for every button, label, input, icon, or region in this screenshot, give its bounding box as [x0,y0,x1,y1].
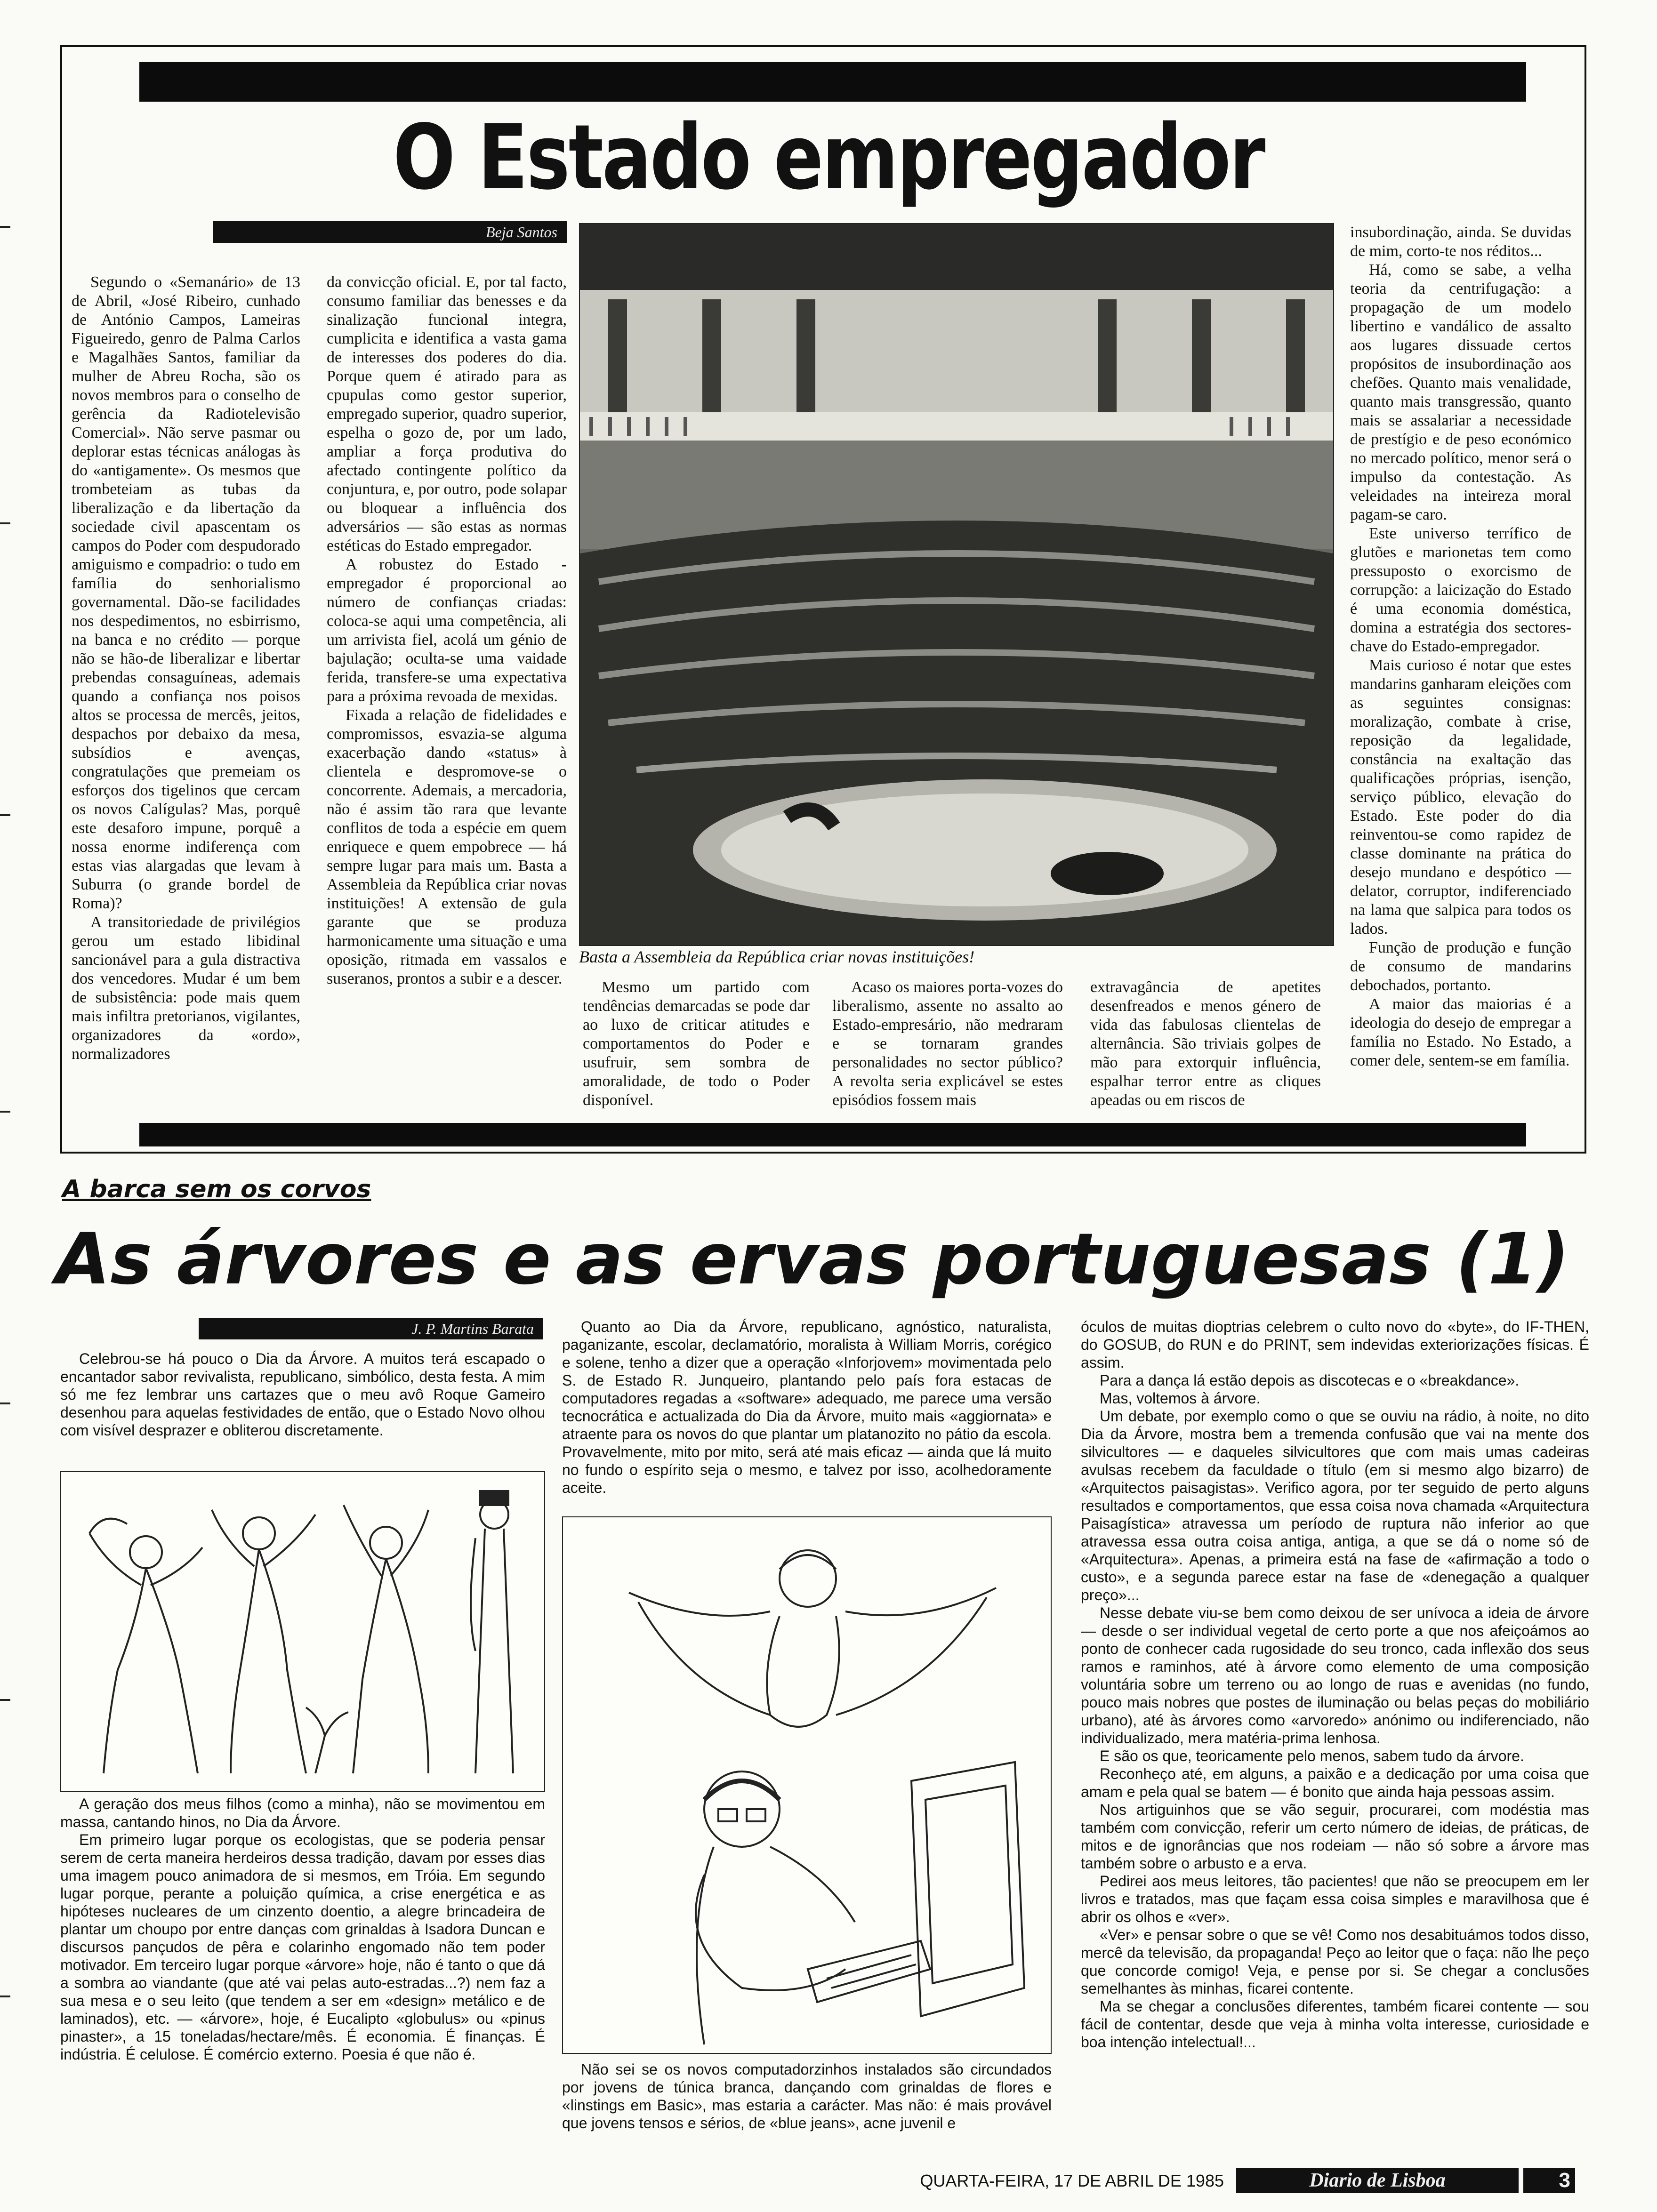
paragraph: Para a dança lá estão depois as discotecas e o «breakdance». [1100,1372,1520,1389]
paragraph: Nesse debate viu-se bem como deixou de ser unívoca a ideia de árvore — desde o ser individual vegetal de certo porte a que nos afeiçoámos ao ponto de conhecer cada rugosidade do seu tronco, cada inflexão dos seus ramos e raminhos, até à árvore como elemento de uma composição voluntária sobre um terreno ou ao longo de ruas e avenidas (no fundo, pouco mais nobres que postes de iluminação ou belas peças do mobiliário urbano), até às árvores como «arvoredo» anónimo ou indiferenciado, não individualizado, mera matéria-prima lenhosa. [1081,1604,1589,1747]
dancers-drawing [61,1472,544,1791]
article-headline-arvores: As árvores e as ervas portuguesas (1) [56,1218,1569,1300]
margin-tick [0,522,10,524]
paragraph: Reconheço até, em alguns, a paixão e a dedicação por uma coisa que amam e pela qual se batem — é bonito que ainda haja pessoas assim. [1081,1765,1589,1800]
margin-tick [0,1111,10,1113]
paragraph: insubordinação, ainda. Se duvidas de mim, corto-te nos réditos... [1350,224,1571,260]
article-byline: Beja Santos [213,221,567,243]
paragraph: Mas, voltemos à árvore. [1100,1390,1261,1407]
paragraph: Fixada a relação de fidelidades e compromissos, esvazia-se alguma exacerbação dando «status» à clientela e despromove-se o concorrente. Ademais, a mercadoria, não é assim tão rara que levante conflitos de toda a espécie em quem enriquece e quem empobrece — há sempre lugar para mais um. Basta a Assembleia da República criar novas instituições! A extensão de gula garante que se produza harmonicamente uma situação e uma oposição, ritmada em vassalos e suseranos, prontos a subir e a descer. [327,706,567,987]
article-column-5 [1090,978,1321,1119]
top-black-rule [139,62,1526,102]
paragraph: Mesmo um partido com tendências demarcadas se pode dar ao luxo de criticar atitudes e comportamentos do Poder e usufruir, sem sombra de amoralidade, de todo o Poder disponível. [583,978,810,1109]
parliament-chamber-illustration [580,224,1333,945]
paragraph: Celebrou-se há pouco o Dia da Árvore. A muitos terá escapado o encantador sabor revivalista, republicano, simbólico, desta festa. A mim só me fez lembrar uns cartazes que o meu avô Roque Gameiro desenhou para aquelas festividades de então, que o Estado Novo olhou com visível desprazer e obliterou discretamente. [60,1350,545,1439]
bottom-black-rule [139,1123,1526,1146]
article-column-3 [583,978,810,1119]
footer-masthead: Diario de Lisboa [1236,2168,1519,2193]
article-column-1 [72,273,300,1115]
paragraph: Não sei se os novos computadorzinhos instalados são circundados por jovens de túnica branca, dançando com grinaldas de flores e «linstings em Basic», mas estaria a carácter. Mas não: é mais provável que jovens tensos e sérios, de «blue jeans», acne juvenil e [562,2061,1052,2132]
article-byline-barata: J. P. Martins Barata [199,1318,543,1339]
footer-page-number: 3 [1523,2168,1575,2193]
paragraph: Função de produção e função de consumo de mandarins debochados, portanto. [1350,939,1571,994]
footer-date: QUARTA-FEIRA, 17 DE ABRIL DE 1985 [920,2171,1224,2190]
paragraph: Segundo o «Semanário» de 13 de Abril, «José Ribeiro, cunhado de António Campos, Lameiras Figueiredo, genro de Palma Carlos e Magalhães Santos, familiar da mulher de Abreu Rocha, são os novos membros para o conselho de gerência da Radiotelevisão Comercial». Não serve pasmar ou deplorar estas técnicas análogas às do «antigamente». Os mesmos que trombeteiam as tubas da liberalização e da libertação da sociedade civil apascentam os campos do Poder com despudorado amiguismo e compadrio: o tudo em família do senhorialismo governamental. Dão-se facilidades nos despedimentos, no esbirrismo, na banca e no crédito — porque não se hão-de liberalizar e libertar prebendas consaguíneas, ademais quando a confiança nos poisos altos se processa de mercês, jeitos, despachos por debaixo da mesa, subsídios e avenças, congratulações que premeiam os esforços dos tigelinos que cercam os novos Calígulas? Mas, porquê este desaforo impune, porquê a nossa enorme indiferença com estas vias alargadas que levam à Suburra (o grande bordel de Roma)? [72,273,300,912]
paragraph: Um debate, por exemplo como o que se ouviu na rádio, à noite, no dito Dia da Árvore, mostra bem a tremenda confusão que vai na mente dos silvicultores — e daqueles silvicultores que com mais umas cadeiras avulsas recebem da faculdade o título (em si mesmo algo bizarro) de «Arquitectos paisagistas». Verifico agora, por ter seguido de perto alguns resultados e comportamentos, que essa coisa nova chamada «Arquitectura Paisagística» atravessa um período de ruptura não inferior ao que atravessa essa outra coisa antiga, antiga, a que se dá o nome só de «Arquitectura». Apenas, a primeira está na fase de «afirmação a todo o custo», e a segunda parece estar na fase de «denegação a qualquer preço»... [1081,1408,1589,1603]
paragraph: A geração dos meus filhos (como a minha), não se movimentou em massa, cantando hinos, no Dia da Árvore. [60,1795,545,1830]
paragraph: E são os que, teoricamente pelo menos, sabem tudo da árvore. [1100,1747,1524,1764]
margin-tick [0,814,10,816]
article2-column-2-top [562,1318,1052,1506]
paragraph: Este universo terrífico de glutões e marionetas tem como pressuposto o exorcismo de corrupção: a laicização do Estado é uma economia doméstica, domina a estratégia dos sectores-chave do Estado-empregador. [1350,525,1571,655]
paragraph: da convicção oficial. E, por tal facto, consumo familiar das benesses e da sinalização funcional integra, cumplicita e identifica a vasta gama de interesses dos poderes do dia. Porque quem é atirado para as cpupulas como gestor superior, empregado superior, quadro superior, espelha o gozo de, por um lado, ampliar a força produtiva do afectado contingente político da conjuntura, e, por outro, pode solapar ou bloquear a influência dos adversários — são estas as normas estéticas do Estado empregador. [327,273,567,554]
paragraph: Nos artiguinhos que se vão seguir, procurarei, com modéstia mas também com convicção, referir um certo número de ideias, de práticas, de mitos e de ignorâncias que nos rodeiam — não só sobre a árvore mas também sobre o arbusto e a erva. [1081,1801,1589,1872]
article-column-6 [1350,223,1571,1119]
margin-tick [0,1403,10,1404]
paragraph: Mais curioso é notar que estes mandarins ganharam eleições com as seguintes consignas: moralização, combate à crise, reposição da legalidade, constância na exaltação das qualificações próprias, isenção, serviço público, elevação do Estado. Este poder do dia reinventou-se como rapidez de classe dominante na prática do desejo mundano e despótico — delator, corruptor, indiferenciado na lama que salpica para todos os lados. [1350,657,1571,938]
article2-column-1-top [60,1350,545,1472]
paragraph: «Ver» e pensar sobre o que se vê! Como nos desabituámos todos disso, mercê da televisão, da propaganda! Peço ao leitor que o faça: não lhe peço que concorde comigo! Veja, e pense por si. Se chegar a conclusões semelhantes às minhas, ficarei contente. [1081,1926,1589,1997]
paragraph: A robustez do Estado - empregador é proporcional ao número de confianças criadas: coloca-se aqui uma competência, ali um arrivista fiel, acolá um génio de bajulação; oculta-se uma vaidade ferida, transfere-se uma expectativa para a próxima revoada de mexidas. [327,556,567,705]
dancers-illustration [60,1471,545,1792]
margin-tick [0,226,10,228]
paragraph: Acaso os maiores porta-vozes do liberalismo, assente no assalto ao Estado-empresário, não medraram e se tornaram grandes personalidades no sector público? A revolta seria explicável se estes episódios fossem mais [832,978,1063,1109]
computer-drawing [563,1517,1051,2053]
paragraph: Quanto ao Dia da Árvore, republicano, agnóstico, naturalista, paganizante, escolar, declamatório, moralista à William Morris, corégico e solene, tenho a dizer que a operação «Inforjovem» movimentada pelo S. de Estado R. Junqueiro, plantando pelo país fora estacas de computadores regadas a «software» adequado, me parece uma versão tecnocrática e actualizada do Dia da Árvore, muito mais «aggiornata» e atraente para os novos do que plantar um platanozito no pátio da escola. Provavelmente, mito por mito, será até mais eficaz — ainda que lá muito no fundo o espírito seja o mesmo, e talvez por isso, acolhedoramente aceite. [562,1318,1052,1496]
article-column-2 [327,273,567,1115]
paragraph: Ma se chegar a conclusões diferentes, também ficarei contente — sou fácil de contentar, desde que veja à minha volta interesse, curiosidade e boa intenção intelectual!... [1081,1998,1589,2051]
article2-column-2-bottom [562,2060,1052,2155]
section-kicker: A barca sem os corvos [62,1175,371,1203]
paragraph: Em primeiro lugar porque os ecologistas, que se poderia pensar serem de certa maneira herdeiros dessa tradição, davam por esses dias uma imagem pouco animadora de si mesmos, em Tróia. Em segundo lugar porque, perante a poluição química, a crise energética e as hipóteses nucleares de um cinzento doentio, a alegre brincadeira de plantar um choupo por entre danças com grinaldas à Isadora Duncan e discursos pançudos de pêra e colarinho engomado não tem poder motivador. Em terceiro lugar porque «árvore» hoje, não é tanto o que dá a sombra ao viandante (que até vai pelas auto-estradas...?) nem faz a sua mesa e o seu leito (que tendem a ser em «design» metálico e de laminados), etc. — «árvore», hoje, é Eucalipto «globulus» ou «pinus pinaster», a 15 toneladas/hectare/mês. É economia. É finanças. É indústria. É celulose. É comércio externo. Poesia é que não é. [60,1831,545,2063]
margin-tick [0,1996,10,1997]
article2-column-1-bottom [60,1795,545,2153]
paragraph: Há, como se sabe, a velha teoria da centrifugação: a propagação de um modelo libertino e vandálico de assalto aos lugares dissuade certos propósitos de insubordinação aos chefões. Quanto mais venalidade, quanto mais transgressão, quanto mais se assalariar a necessidade de prestígio e de peso económico no mercado político, menor será o impulso da contestação. As veleidades na inteireza moral pagam-se caro. [1350,261,1571,523]
article-headline: O Estado empregador [393,105,1264,209]
parliament-photo [579,223,1334,946]
paragraph: A maior das maiorias é a ideologia do desejo de empregar a família no Estado. No Estado, a comer dele, sentem-se em família. [1350,995,1571,1069]
paragraph: extravagância de apetites desenfreados e menos género de vida das fabulosas clientelas de alternância. São triviais golpes de mão para extorquir influência, espalhar terror entre as cliques apeadas ou em riscos de [1090,978,1321,1109]
paragraph: Pedirei aos meus leitores, tão pacientes! que não se preocupem em ler livros e tratados, mas que façam essa coisa simples e maravilhosa que é abrir os olhos e «ver». [1081,1873,1589,1925]
computer-illustration [562,1516,1052,2054]
margin-tick [0,1699,10,1701]
article-column-4 [832,978,1063,1119]
article2-column-3 [1081,1318,1589,2156]
photo-caption: Basta a Assembleia da República criar novas instituições! [579,947,975,966]
paragraph: A transitoriedade de privilégios gerou um estado libidinal sancionável para a gula distractiva dos vencedores. Mudar é um bem de subsistência: pode mais quem mais infiltra pretorianos, vigilantes, organizadores da «ordo», normalizadores [72,914,300,1063]
paragraph: óculos de muitas dioptrias celebrem o culto novo do «byte», do IF-THEN, do GOSUB, do RUN e do PRINT, sem indevidas exteriorizações físicas. É assim. [1081,1318,1589,1371]
